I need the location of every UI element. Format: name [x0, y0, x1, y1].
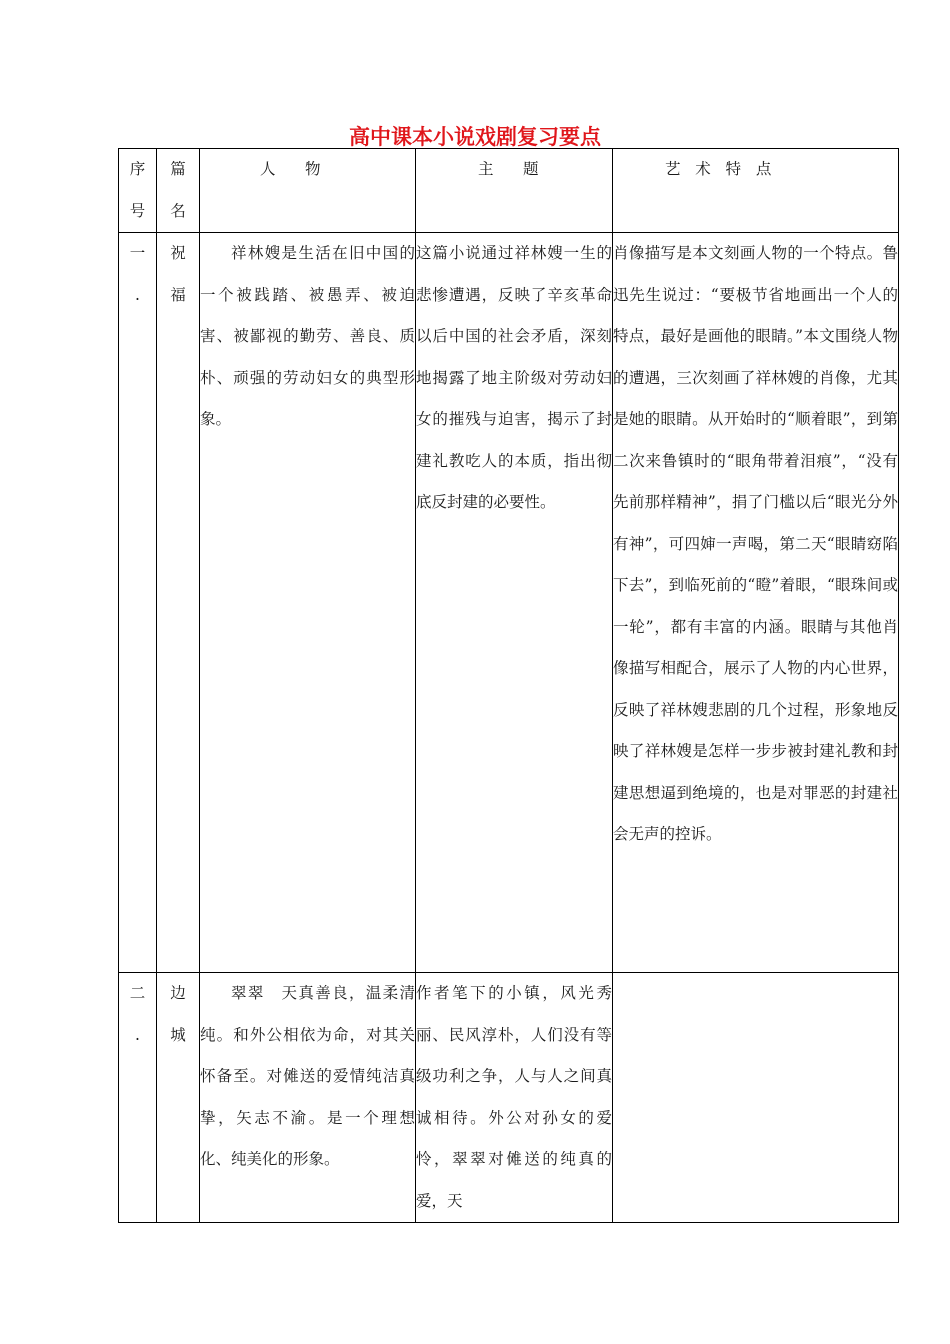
header-number: [119, 149, 157, 233]
header-number-char: 序: [129, 160, 146, 178]
row-art: 肖像描写是本文刻画人物的一个特点。鲁迅先生说过：“要极节省地画出一个人的特点，最好是画他的眼睛。”本文围绕人物的遭遇，三次刻画了祥林嫂的肖像，尤其是她的眼睛。从开始时的“顺着眼”，到第二次来鲁镇时的“眼角带着泪痕”，“没有先前那样精神”，捐了门槛以后“眼光分外有神”，可四婶一声喝，第二天“眼睛窈陷下去”，到临死前的“瞪”着眼，“眼珠间或一轮”，都有丰富的内涵。眼睛与其他肖像描写相配合，展示了人物的内心世界，反映了祥林嫂悲剧的几个过程，形象地反映了祥林嫂是怎样一步步被封建礼教和封建思想逼到绝境的，也是对罪恶的封建社会无声的控诉。: [613, 233, 899, 973]
header-art: 艺 术 特 点: [665, 160, 772, 178]
header-number-char: 号: [129, 201, 146, 220]
table-row: [119, 973, 899, 1223]
table-row: [119, 233, 899, 973]
row-characters: 祥林嫂是生活在旧中国的一个被践踏、被愚弄、被迫害、被鄙视的勤劳、善良、质朴、顽强的劳动妇女的典型形象。: [200, 233, 416, 973]
header-theme-cell: [416, 149, 613, 233]
header-art-cell: [613, 149, 899, 233]
row-theme: 作者笔下的小镇，风光秀丽、民风淳朴，人们没有等级功利之争，人与人之间真诚相待。外公对孙女的爱怜，翠翠对傩送的纯真的爱，天: [416, 973, 613, 1223]
header-title-char: 篇: [170, 160, 186, 178]
row-title: [157, 233, 200, 973]
row-number-char: 一: [129, 244, 146, 262]
header-characters: 人 物: [260, 160, 321, 178]
row-number-char: .: [135, 1025, 140, 1044]
row-number: [119, 973, 157, 1223]
header-theme: 主 题: [478, 160, 539, 178]
row-title-char: 祝: [170, 244, 186, 262]
row-number: [119, 233, 157, 973]
document-title: 高中课本小说戏剧复习要点: [349, 124, 601, 149]
row-art: [613, 973, 899, 1223]
row-title: [157, 973, 200, 1223]
row-characters: 翠翠 天真善良，温柔清纯。和外公相依为命，对其关怀备至。对傩送的爱情纯洁真挚，矢志不渝。是一个理想化、纯美化的形象。: [200, 973, 416, 1223]
row-number-char: .: [135, 285, 140, 304]
table-header-row: [119, 149, 899, 233]
header-title-char: 名: [170, 201, 186, 220]
header-title: [157, 149, 200, 233]
row-title-char: 福: [170, 285, 186, 304]
review-table: [118, 148, 899, 1223]
row-theme: 这篇小说通过祥林嫂一生的悲惨遭遇，反映了辛亥革命以后中国的社会矛盾，深刻地揭露了地主阶级对劳动妇女的摧残与迫害，揭示了封建礼教吃人的本质，指出彻底反封建的必要性。: [416, 233, 613, 973]
header-characters-cell: [200, 149, 416, 233]
row-title-char: 边: [170, 984, 186, 1002]
row-title-char: 城: [170, 1025, 186, 1044]
row-number-char: 二: [129, 984, 146, 1002]
